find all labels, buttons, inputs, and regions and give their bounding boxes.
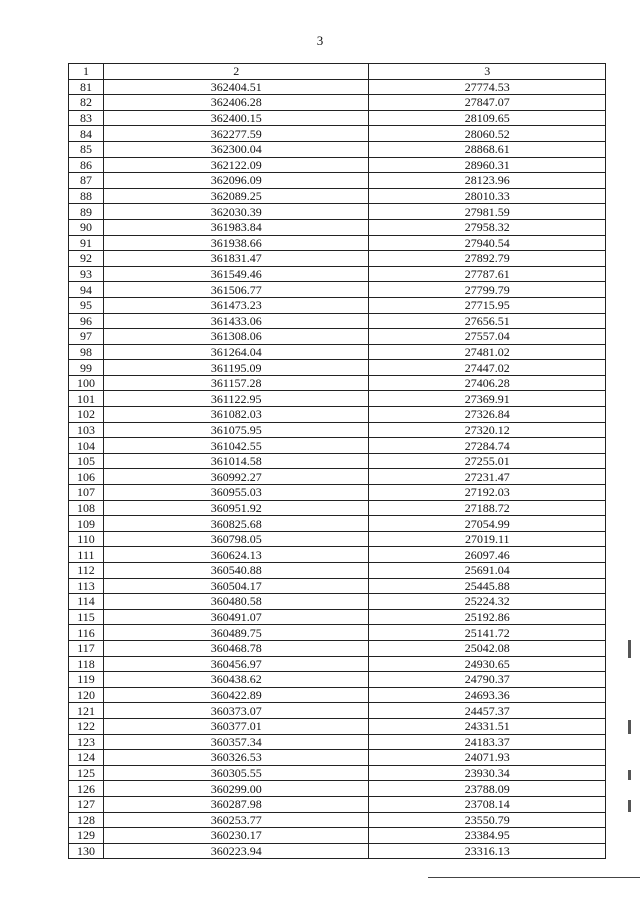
point-number-cell: 88 <box>69 188 104 204</box>
y-coordinate-cell: 27892.79 <box>369 251 606 267</box>
y-coordinate-cell: 23384.95 <box>369 828 606 844</box>
point-number-cell: 97 <box>69 329 104 345</box>
point-number-cell: 111 <box>69 547 104 563</box>
x-coordinate-cell: 361473.23 <box>103 297 368 313</box>
scan-mark <box>628 770 631 780</box>
point-number-cell: 94 <box>69 282 104 298</box>
table-row <box>69 781 606 797</box>
table-row <box>69 843 606 859</box>
x-coordinate-cell: 361082.03 <box>103 407 368 423</box>
table-row <box>69 656 606 672</box>
point-number-cell: 86 <box>69 157 104 173</box>
point-number-cell: 100 <box>69 375 104 391</box>
x-coordinate-cell: 360438.62 <box>103 672 368 688</box>
point-number-cell: 127 <box>69 796 104 812</box>
x-coordinate-cell: 362406.28 <box>103 95 368 111</box>
point-number-cell: 104 <box>69 438 104 454</box>
y-coordinate-cell: 24457.37 <box>369 703 606 719</box>
y-coordinate-cell: 27715.95 <box>369 297 606 313</box>
point-number-cell: 117 <box>69 640 104 656</box>
point-number-cell: 115 <box>69 609 104 625</box>
point-number-cell: 109 <box>69 516 104 532</box>
scan-mark <box>628 800 631 812</box>
x-coordinate-cell: 361122.95 <box>103 391 368 407</box>
y-coordinate-cell: 25445.88 <box>369 578 606 594</box>
y-coordinate-cell: 23316.13 <box>369 843 606 859</box>
x-coordinate-cell: 360992.27 <box>103 469 368 485</box>
column-header-2: 2 <box>103 64 368 80</box>
table-row <box>69 360 606 376</box>
y-coordinate-cell: 27787.61 <box>369 266 606 282</box>
point-number-cell: 130 <box>69 843 104 859</box>
point-number-cell: 89 <box>69 204 104 220</box>
y-coordinate-cell: 27406.28 <box>369 375 606 391</box>
x-coordinate-cell: 361195.09 <box>103 360 368 376</box>
point-number-cell: 103 <box>69 422 104 438</box>
x-coordinate-cell: 361042.55 <box>103 438 368 454</box>
table-row <box>69 687 606 703</box>
table-row <box>69 609 606 625</box>
point-number-cell: 121 <box>69 703 104 719</box>
point-number-cell: 110 <box>69 531 104 547</box>
point-number-cell: 126 <box>69 781 104 797</box>
table-body <box>69 79 606 859</box>
x-coordinate-cell: 360357.34 <box>103 734 368 750</box>
point-number-cell: 113 <box>69 578 104 594</box>
y-coordinate-cell: 24183.37 <box>369 734 606 750</box>
x-coordinate-cell: 360540.88 <box>103 563 368 579</box>
y-coordinate-cell: 27255.01 <box>369 453 606 469</box>
point-number-cell: 108 <box>69 500 104 516</box>
x-coordinate-cell: 360825.68 <box>103 516 368 532</box>
y-coordinate-cell: 27940.54 <box>369 235 606 251</box>
table-row <box>69 718 606 734</box>
y-coordinate-cell: 24071.93 <box>369 750 606 766</box>
table-row <box>69 640 606 656</box>
x-coordinate-cell: 360326.53 <box>103 750 368 766</box>
point-number-cell: 91 <box>69 235 104 251</box>
table-row <box>69 282 606 298</box>
point-number-cell: 87 <box>69 173 104 189</box>
x-coordinate-cell: 360624.13 <box>103 547 368 563</box>
y-coordinate-cell: 25141.72 <box>369 625 606 641</box>
point-number-cell: 96 <box>69 313 104 329</box>
y-coordinate-cell: 24331.51 <box>369 718 606 734</box>
x-coordinate-cell: 361549.46 <box>103 266 368 282</box>
x-coordinate-cell: 362404.51 <box>103 79 368 95</box>
table-row <box>69 672 606 688</box>
y-coordinate-cell: 27656.51 <box>369 313 606 329</box>
scan-mark <box>628 640 631 658</box>
table-row <box>69 251 606 267</box>
page-number: 3 <box>316 33 324 48</box>
point-number-cell: 84 <box>69 126 104 142</box>
table-row <box>69 329 606 345</box>
x-coordinate-cell: 360373.07 <box>103 703 368 719</box>
table-row <box>69 235 606 251</box>
y-coordinate-cell: 24930.65 <box>369 656 606 672</box>
table-row <box>69 828 606 844</box>
x-coordinate-cell: 361157.28 <box>103 375 368 391</box>
x-coordinate-cell: 361506.77 <box>103 282 368 298</box>
table-header-row <box>69 64 606 80</box>
y-coordinate-cell: 27799.79 <box>369 282 606 298</box>
column-header-3: 3 <box>369 64 606 80</box>
x-coordinate-cell: 362096.09 <box>103 173 368 189</box>
table-row <box>69 141 606 157</box>
y-coordinate-cell: 27847.07 <box>369 95 606 111</box>
x-coordinate-cell: 362400.15 <box>103 110 368 126</box>
table-row <box>69 469 606 485</box>
table-row <box>69 422 606 438</box>
y-coordinate-cell: 27774.53 <box>369 79 606 95</box>
y-coordinate-cell: 27958.32 <box>369 219 606 235</box>
y-coordinate-cell: 27481.02 <box>369 344 606 360</box>
x-coordinate-cell: 362030.39 <box>103 204 368 220</box>
table-row <box>69 796 606 812</box>
point-number-cell: 124 <box>69 750 104 766</box>
point-number-cell: 83 <box>69 110 104 126</box>
x-coordinate-cell: 360253.77 <box>103 812 368 828</box>
table-row <box>69 578 606 594</box>
y-coordinate-cell: 27284.74 <box>369 438 606 454</box>
y-coordinate-cell: 24693.36 <box>369 687 606 703</box>
x-coordinate-cell: 360951.92 <box>103 500 368 516</box>
point-number-cell: 92 <box>69 251 104 267</box>
x-coordinate-cell: 360489.75 <box>103 625 368 641</box>
point-number-cell: 85 <box>69 141 104 157</box>
x-coordinate-cell: 362277.59 <box>103 126 368 142</box>
point-number-cell: 101 <box>69 391 104 407</box>
y-coordinate-cell: 28123.96 <box>369 173 606 189</box>
y-coordinate-cell: 27369.91 <box>369 391 606 407</box>
y-coordinate-cell: 25042.08 <box>369 640 606 656</box>
x-coordinate-cell: 360377.01 <box>103 718 368 734</box>
table-row <box>69 438 606 454</box>
point-number-cell: 105 <box>69 453 104 469</box>
point-number-cell: 118 <box>69 656 104 672</box>
y-coordinate-cell: 27054.99 <box>369 516 606 532</box>
x-coordinate-cell: 361014.58 <box>103 453 368 469</box>
table-row <box>69 703 606 719</box>
x-coordinate-cell: 360230.17 <box>103 828 368 844</box>
x-coordinate-cell: 361075.95 <box>103 422 368 438</box>
point-number-cell: 106 <box>69 469 104 485</box>
table-row <box>69 126 606 142</box>
point-number-cell: 95 <box>69 297 104 313</box>
table-row <box>69 485 606 501</box>
table-row <box>69 266 606 282</box>
y-coordinate-cell: 27557.04 <box>369 329 606 345</box>
point-number-cell: 125 <box>69 765 104 781</box>
y-coordinate-cell: 28960.31 <box>369 157 606 173</box>
table-row <box>69 734 606 750</box>
table-row <box>69 375 606 391</box>
table-row <box>69 313 606 329</box>
table-row <box>69 344 606 360</box>
table-row <box>69 547 606 563</box>
point-number-cell: 119 <box>69 672 104 688</box>
x-coordinate-cell: 362122.09 <box>103 157 368 173</box>
point-number-cell: 122 <box>69 718 104 734</box>
y-coordinate-cell: 24790.37 <box>369 672 606 688</box>
point-number-cell: 90 <box>69 219 104 235</box>
x-coordinate-cell: 360223.94 <box>103 843 368 859</box>
y-coordinate-cell: 28109.65 <box>369 110 606 126</box>
y-coordinate-cell: 25224.32 <box>369 594 606 610</box>
table-row <box>69 453 606 469</box>
x-coordinate-cell: 360480.58 <box>103 594 368 610</box>
x-coordinate-cell: 361308.06 <box>103 329 368 345</box>
x-coordinate-cell: 360504.17 <box>103 578 368 594</box>
x-coordinate-cell: 360456.97 <box>103 656 368 672</box>
point-number-cell: 114 <box>69 594 104 610</box>
table-row <box>69 563 606 579</box>
table-row <box>69 79 606 95</box>
x-coordinate-cell: 361264.04 <box>103 344 368 360</box>
scan-mark <box>628 720 631 734</box>
point-number-cell: 128 <box>69 812 104 828</box>
x-coordinate-cell: 360287.98 <box>103 796 368 812</box>
x-coordinate-cell: 360468.78 <box>103 640 368 656</box>
coordinates-table <box>68 63 606 859</box>
table-row <box>69 750 606 766</box>
x-coordinate-cell: 361433.06 <box>103 313 368 329</box>
x-coordinate-cell: 361938.66 <box>103 235 368 251</box>
table-row <box>69 110 606 126</box>
point-number-cell: 112 <box>69 563 104 579</box>
point-number-cell: 82 <box>69 95 104 111</box>
point-number-cell: 93 <box>69 266 104 282</box>
table-row <box>69 594 606 610</box>
table-row <box>69 516 606 532</box>
y-coordinate-cell: 27447.02 <box>369 360 606 376</box>
table-row <box>69 812 606 828</box>
y-coordinate-cell: 28868.61 <box>369 141 606 157</box>
point-number-cell: 120 <box>69 687 104 703</box>
column-header-1: 1 <box>69 64 104 80</box>
table-row <box>69 391 606 407</box>
table-row <box>69 173 606 189</box>
table-row <box>69 95 606 111</box>
y-coordinate-cell: 27188.72 <box>369 500 606 516</box>
table-row <box>69 531 606 547</box>
point-number-cell: 99 <box>69 360 104 376</box>
point-number-cell: 102 <box>69 407 104 423</box>
y-coordinate-cell: 27231.47 <box>369 469 606 485</box>
x-coordinate-cell: 362300.04 <box>103 141 368 157</box>
table-row <box>69 500 606 516</box>
table-row <box>69 297 606 313</box>
x-coordinate-cell: 360491.07 <box>103 609 368 625</box>
table-row <box>69 204 606 220</box>
point-number-cell: 129 <box>69 828 104 844</box>
x-coordinate-cell: 360422.89 <box>103 687 368 703</box>
y-coordinate-cell: 28010.33 <box>369 188 606 204</box>
y-coordinate-cell: 23788.09 <box>369 781 606 797</box>
point-number-cell: 123 <box>69 734 104 750</box>
y-coordinate-cell: 23550.79 <box>369 812 606 828</box>
y-coordinate-cell: 27981.59 <box>369 204 606 220</box>
y-coordinate-cell: 23930.34 <box>369 765 606 781</box>
x-coordinate-cell: 361983.84 <box>103 219 368 235</box>
table-row <box>69 157 606 173</box>
table-row <box>69 219 606 235</box>
x-coordinate-cell: 360305.55 <box>103 765 368 781</box>
point-number-cell: 98 <box>69 344 104 360</box>
y-coordinate-cell: 27019.11 <box>369 531 606 547</box>
y-coordinate-cell: 26097.46 <box>369 547 606 563</box>
point-number-cell: 116 <box>69 625 104 641</box>
table-row <box>69 407 606 423</box>
point-number-cell: 107 <box>69 485 104 501</box>
x-coordinate-cell: 362089.25 <box>103 188 368 204</box>
bottom-rule <box>428 877 640 878</box>
y-coordinate-cell: 23708.14 <box>369 796 606 812</box>
x-coordinate-cell: 361831.47 <box>103 251 368 267</box>
y-coordinate-cell: 28060.52 <box>369 126 606 142</box>
y-coordinate-cell: 27192.03 <box>369 485 606 501</box>
x-coordinate-cell: 360798.05 <box>103 531 368 547</box>
x-coordinate-cell: 360299.00 <box>103 781 368 797</box>
y-coordinate-cell: 27326.84 <box>369 407 606 423</box>
point-number-cell: 81 <box>69 79 104 95</box>
table-row <box>69 765 606 781</box>
table-row <box>69 625 606 641</box>
y-coordinate-cell: 25192.86 <box>369 609 606 625</box>
y-coordinate-cell: 25691.04 <box>369 563 606 579</box>
y-coordinate-cell: 27320.12 <box>369 422 606 438</box>
table-row <box>69 188 606 204</box>
x-coordinate-cell: 360955.03 <box>103 485 368 501</box>
